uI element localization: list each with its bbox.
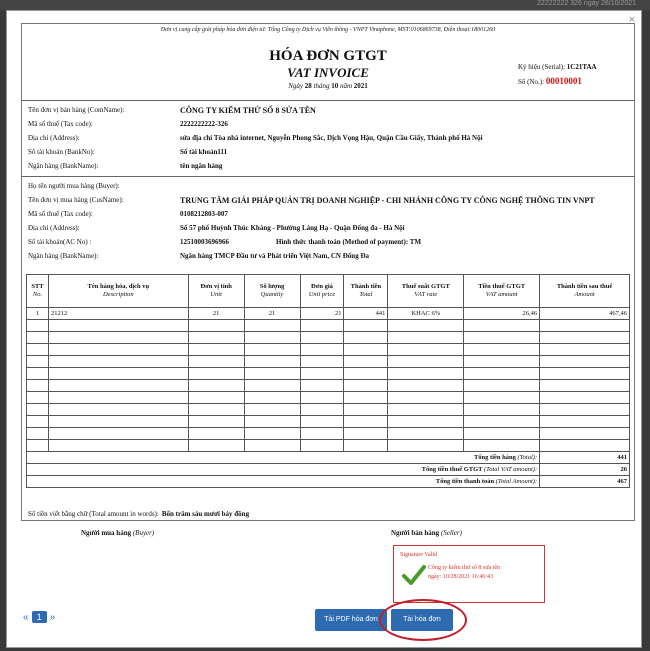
signature-valid-text: Signature Valid (400, 552, 438, 558)
background-text: 22222222 326 ngày 28/10/2021 (537, 0, 636, 7)
invoice-subtitle: VAT INVOICE (287, 65, 369, 80)
table-header-row (27, 275, 630, 308)
signed-date: ngày: 10/28/2021 16:46:43 (428, 574, 493, 580)
seller-tax-row: Mã số thuế (Tax code): 2222222222-326 (28, 120, 228, 128)
background-strip (0, 0, 650, 10)
empty-table-row (27, 356, 630, 368)
empty-table-row (27, 332, 630, 344)
buyer-account-row: Số tài khoản(AC No) : 12510003696966 Hình thức thanh toán (Method of payment): TM (28, 238, 422, 246)
total-vat-row: Tổng tiền thuế GTGT (Total VAT amount): 26 (27, 464, 630, 476)
empty-table-row (27, 428, 630, 440)
col-header-vat-rate: Thuế suất GTGT VAT rate (388, 275, 464, 308)
seller-signature-label: Người bán hàng (Seller) (391, 529, 462, 537)
total-amount-row: Tổng tiền thanh toán (Total Amount): 467 (27, 476, 630, 488)
col-header-quantity: Số lượng Quantity (244, 275, 300, 308)
col-header-no: STT No. (27, 275, 49, 308)
serial-block (518, 60, 597, 89)
pagination (23, 611, 55, 623)
seller-address-row: Địa chỉ (Address): sửa địa chỉ Tòa nhà internet, Nguyễn Phong Sắc, Dịch Vọng Hậu, Quận Cầu Giấy, Thành phố Hà Nội (28, 134, 483, 142)
buyer-address-row: Địa chỉ (Address): Số 57 phố Huỳnh Thúc Kháng - Phường Láng Hạ - Quận Đống đa - Hà Nội (28, 224, 405, 232)
empty-table-row (27, 440, 630, 452)
serial-label: Ký hiệu (Serial): (518, 63, 566, 71)
serial-value: 1C21TAA (566, 63, 597, 71)
divider (22, 100, 634, 101)
col-header-amount: Thành tiền sau thuế Amount (540, 275, 630, 308)
buyer-tax-row: Mã số thuế (Tax code): 0108212803-007 (28, 210, 228, 218)
download-pdf-button[interactable]: Tải PDF hóa đơn (315, 609, 387, 631)
checkmark-icon (402, 564, 426, 586)
col-header-unit-price: Đơn giá Unit price (300, 275, 344, 308)
empty-table-row (27, 380, 630, 392)
invoice-number: 00010001 (545, 76, 582, 86)
buyer-bank-row: Ngân hàng (BankName): Ngân hàng TMCP Đầu tư và Phát triển Việt Nam, CN Đống Đa (28, 252, 369, 260)
table-row: 1 21212 21 21 21 441 KHAC 6% 26,46 467,46 (27, 308, 630, 320)
col-header-unit: Đơn vị tính Unit (188, 275, 244, 308)
amount-in-words: Số tiền viết bằng chữ (Total amount in words): Bốn trăm sáu mươi bảy đồng (28, 510, 250, 518)
col-header-total: Thành tiền Total (344, 275, 388, 308)
empty-table-row (27, 404, 630, 416)
buyer-signature-label: Người mua hàng (Buyer) (81, 529, 155, 537)
buyer-person-row: Họ tên người mua hàng (Buyer): (28, 182, 120, 190)
provider-line: Đơn vị cung cấp giải pháp hóa đơn điện tử: Tổng Công ty Dịch vụ Viễn thông - VNPT Vinaphone, MST:0106869738, Điện thoại:18001260 (160, 27, 496, 33)
buyer-name-row: Tên đơn vị mua hàng (CusName): TRUNG TÂM GIẢI PHÁP QUẢN TRỊ DOANH NGHIỆP - CHI NHÁNH CÔNG TY CÔNG NGHỆ THÔNG TIN VNPT (28, 196, 595, 205)
seller-name-row: Tên đơn vị bán hàng (ComName): CÔNG TY KIỂM THỬ SỐ 8 SỬA TÊN (28, 106, 316, 115)
col-header-description: Tên hàng hóa, dịch vụ Description (48, 275, 188, 308)
seller-bank-no-row: Số tài khoản (BankNo): Số tài khoản111 (28, 148, 228, 156)
empty-table-row (27, 368, 630, 380)
empty-table-row (27, 392, 630, 404)
close-icon[interactable]: × (628, 14, 635, 26)
invoice-date: Ngày 28 tháng 10 năm 2021 (288, 82, 368, 90)
items-table (26, 274, 630, 488)
number-label: Số (No.): (518, 78, 545, 86)
invoice-modal (6, 10, 642, 648)
divider (22, 176, 634, 177)
next-page-icon[interactable]: » (49, 611, 56, 623)
empty-table-row (27, 320, 630, 332)
empty-table-row (27, 344, 630, 356)
invoice-title: HÓA ĐƠN GTGT (269, 48, 387, 64)
col-header-vat-amount: Tiền thuế GTGT VAT amount (464, 275, 540, 308)
digital-signature-box (393, 545, 545, 603)
invoice-paper (21, 23, 635, 521)
download-invoice-button[interactable]: Tải hóa đơn (391, 609, 453, 631)
page-1-button[interactable]: 1 (32, 611, 47, 623)
highlight-ellipse (379, 599, 467, 641)
signer-name: Công ty kiểm thử số 8 sửa tên (428, 565, 500, 571)
seller-bank-name-row: Ngân hàng (BankName): tên ngân hàng (28, 162, 223, 170)
prev-page-icon[interactable]: « (23, 611, 29, 623)
empty-table-row (27, 416, 630, 428)
total-row: Tổng tiền hàng (Total): 441 (27, 452, 630, 464)
